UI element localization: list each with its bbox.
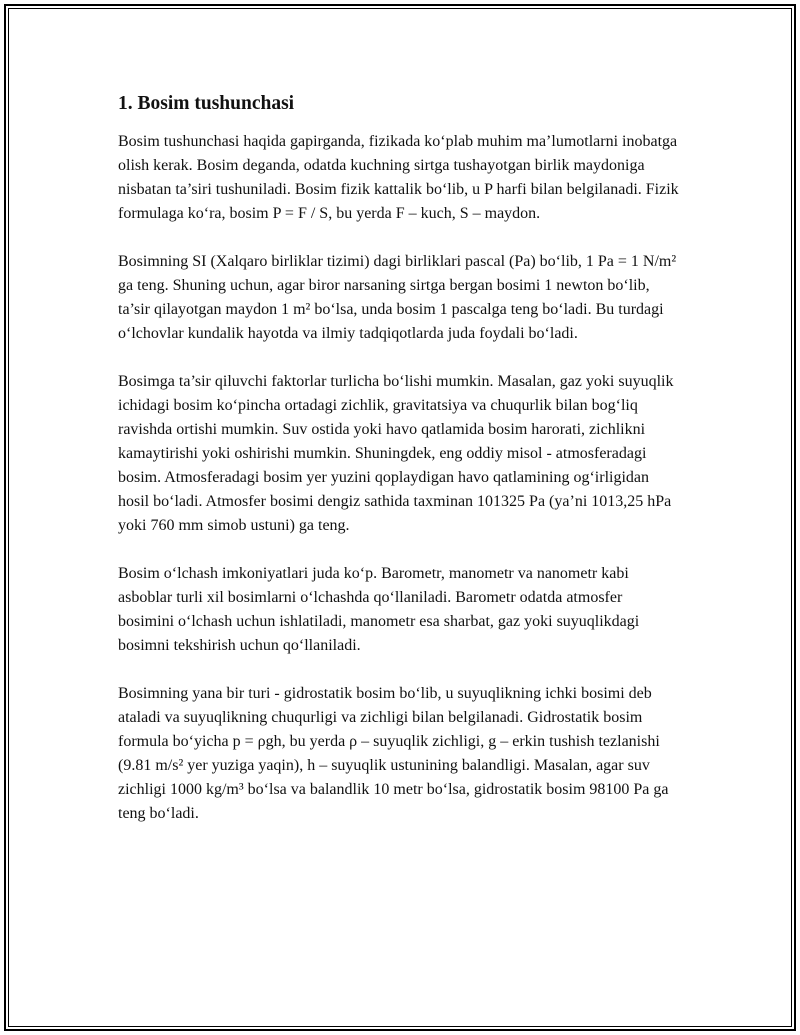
document-body <box>118 92 680 850</box>
paragraph-definition: Bosim tushunchasi haqida gapirganda, fizikada ko‘plab muhim ma’lumotlarni inobatga olish kerak. Bosim deganda, odatda kuchning sirtga tushayotgan birlik maydoniga nisbatan ta’siri tushuniladi. Bosim fizik kattalik bo‘lib, u P harfi bilan belgilanadi. Fizik formulaga ko‘ra, bosim P = F / S, bu yerda F – kuch, S – maydon. <box>118 133 679 222</box>
paragraph-factors: Bosimga ta’sir qiluvchi faktorlar turlicha bo‘lishi mumkin. Masalan, gaz yoki suyuqlik ichidagi bosim ko‘pincha ortadagi zichlik, gravitatsiya va chuqurlik bilan bog‘liq ravishda ortishi mumkin. Suv ostida yoki havo qatlamida bosim harorati, zichlikni kamaytirishi yoki oshirishi mumkin. Shuningdek, eng oddiy misol - atmosferadagi bosim. Atmosferadagi bosim yer yuzini qoplaydigan havo qatlamining og‘irligidan hosil bo‘ladi. Atmosfer bosimi dengiz sathida taxminan 101325 Pa (ya’ni 1013,25 hPa yoki 760 mm simob ustuni) ga teng. <box>118 373 674 534</box>
paragraph-hydrostatic: Bosimning yana bir turi - gidrostatik bosim bo‘lib, u suyuqlikning ichki bosimi deb ataladi va suyuqlikning chuqurligi va zichligi bilan belgilanadi. Gidrostatik bosim formula bo‘yicha p = ρgh, bu yerda ρ – suyuqlik zichligi, g – erkin tushish tezlanishi (9.81 m/s² yer yuziga yaqin), h – suyuqlik ustunining balandligi. Masalan, agar suv zichligi 1000 kg/m³ bo‘lsa va balandlik 10 metr bo‘lsa, gidrostatik bosim 98100 Pa ga teng bo‘ladi. <box>118 685 669 822</box>
paragraph-measurement: Bosim o‘lchash imkoniyatlari juda ko‘p. Barometr, manometr va nanometr kabi asboblar turli xil bosimlarni o‘lchashda qo‘llaniladi. Barometr odatda atmosfer bosimini o‘lchash uchun ishlatiladi, manometr esa sharbat, gaz yoki suyuqlikdagi bosimni tekshirish uchun qo‘llaniladi. <box>118 565 640 654</box>
section-heading: 1. Bosim tushunchasi <box>118 93 295 114</box>
paragraph-si-units: Bosimning SI (Xalqaro birliklar tizimi) dagi birliklari pascal (Pa) bo‘lib, 1 Pa = 1 N/m² ga teng. Shuning uchun, agar biror narsaning sirtga bergan bosimi 1 newton bo‘lib, ta’sir qilayotgan maydon 1 m² bo‘lsa, unda bosim 1 pascalga teng bo‘ladi. Bu turdagi o‘lchovlar kundalik hayotda va ilmiy tadqiqotlarda juda foydali bo‘ladi. <box>118 253 677 342</box>
